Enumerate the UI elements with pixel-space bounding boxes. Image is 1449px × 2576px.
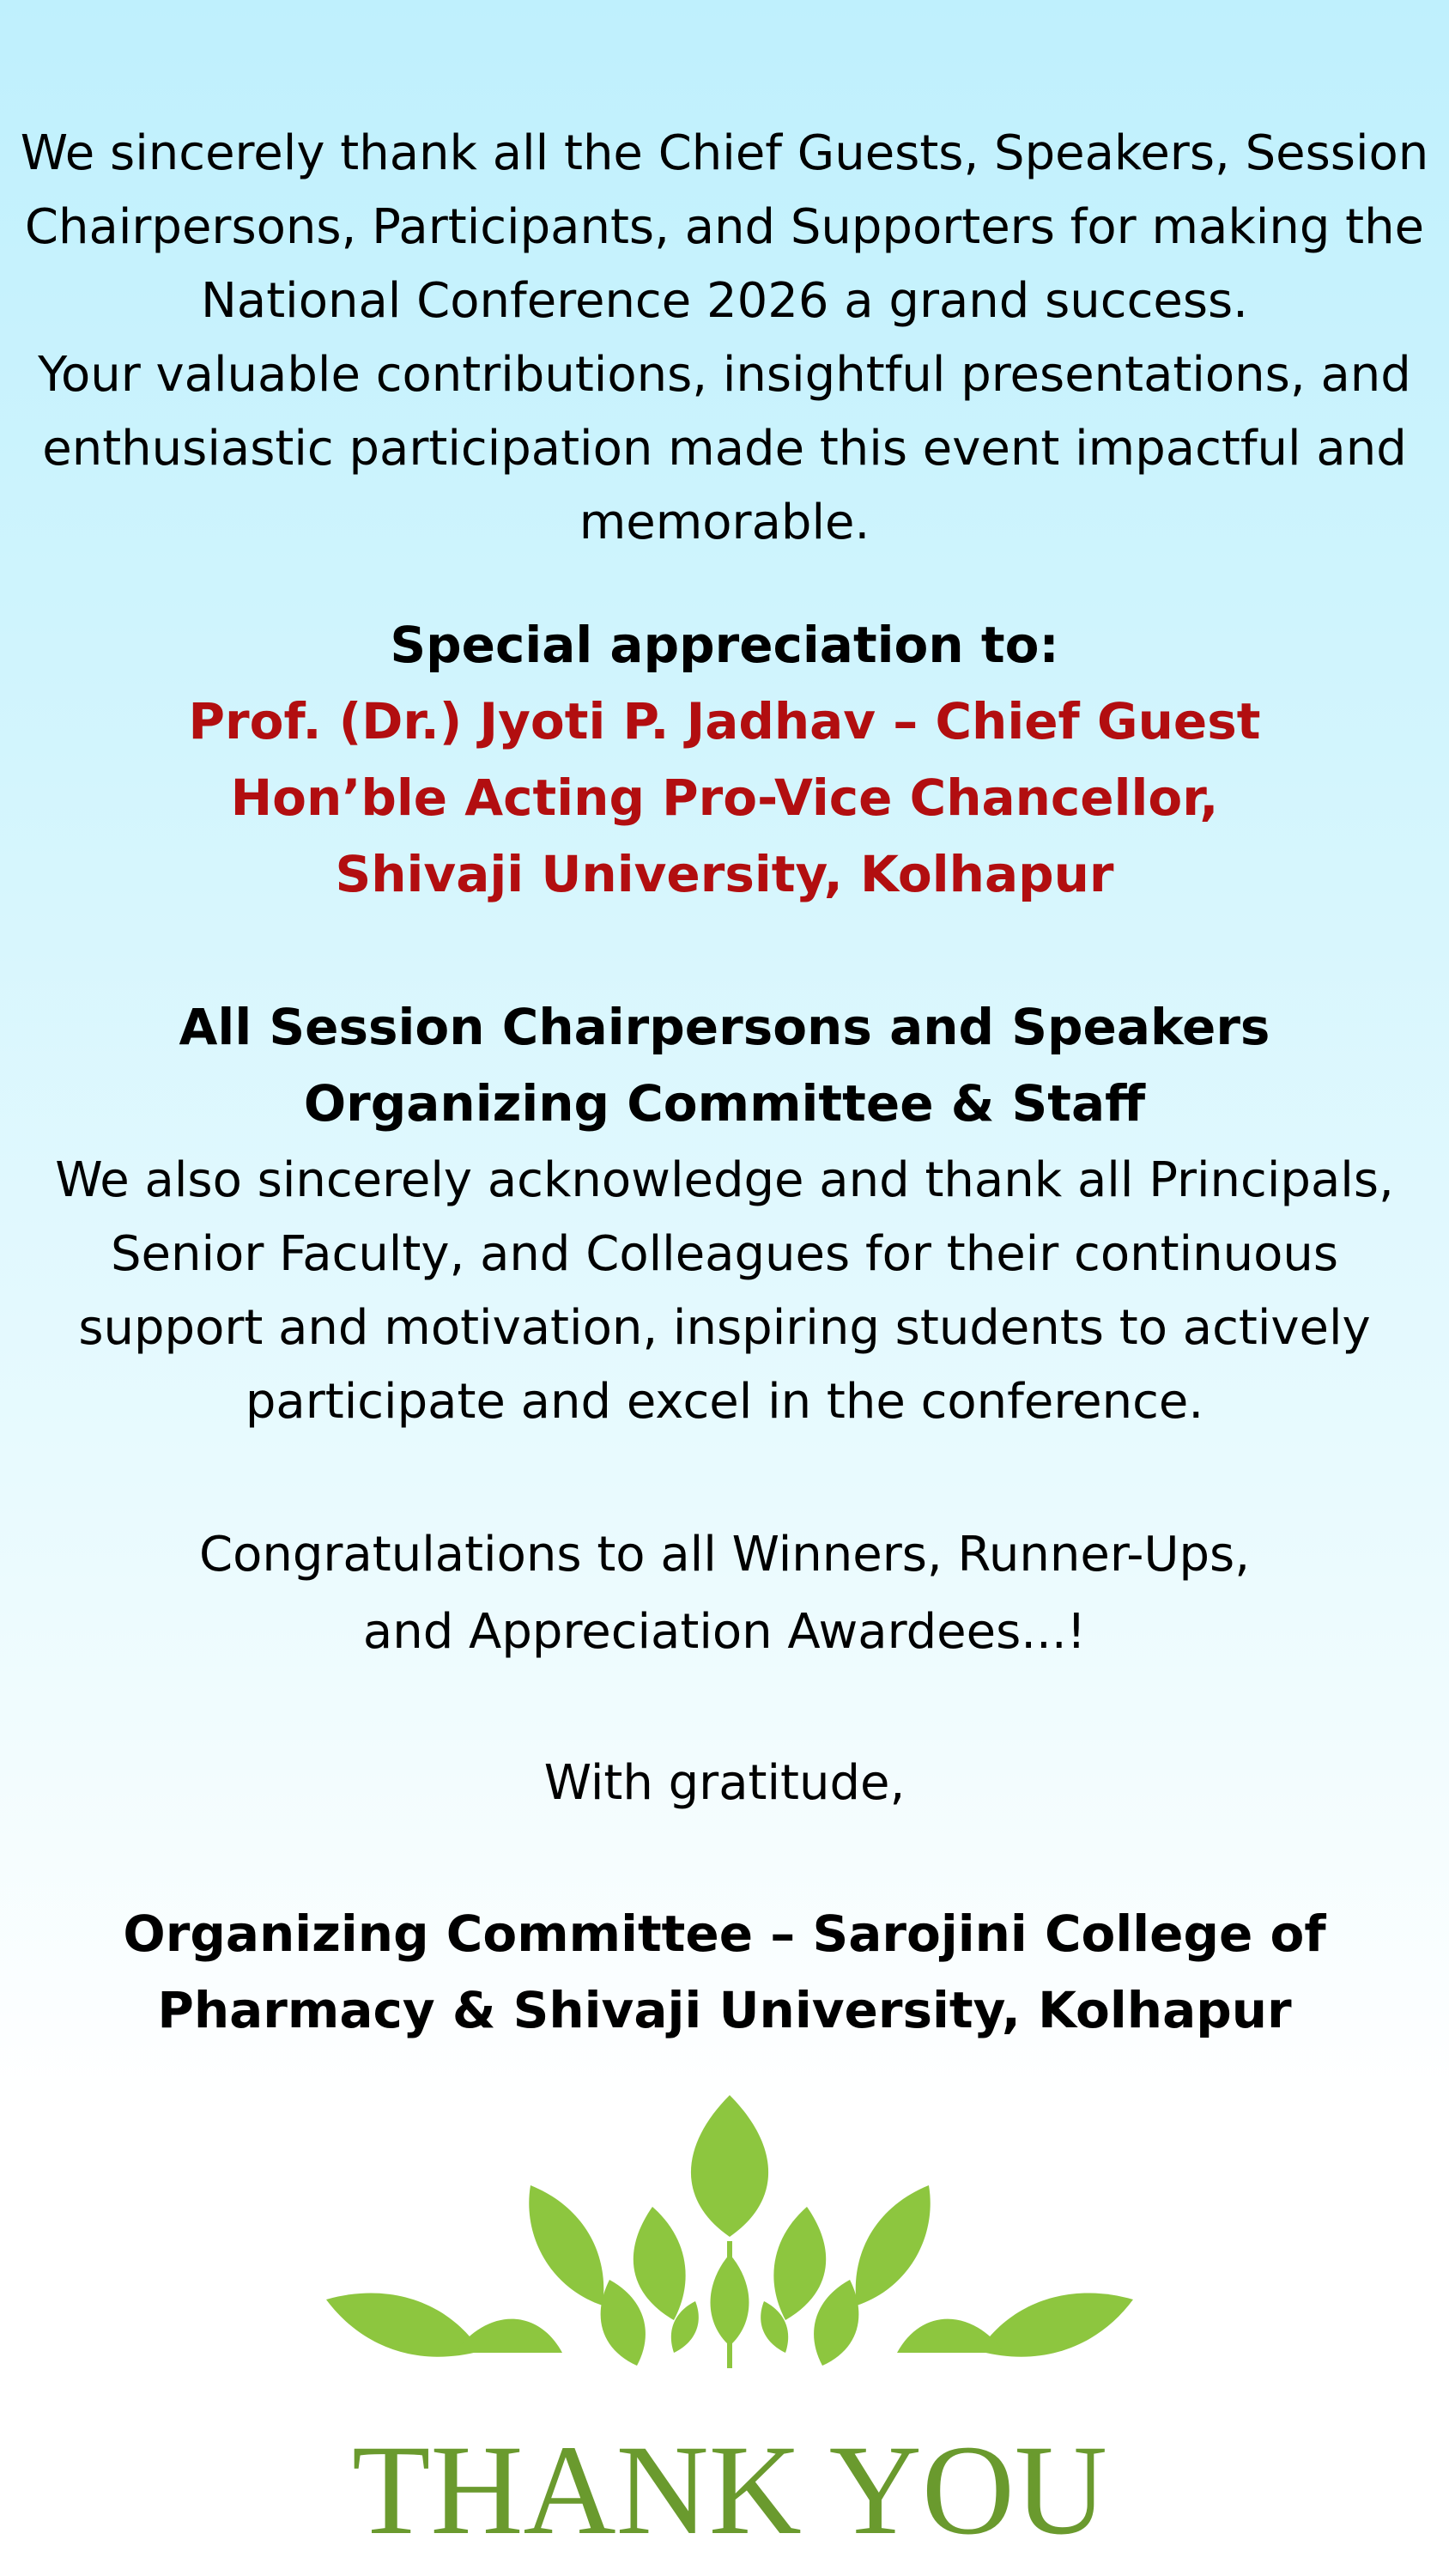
thanks-line: enthusiastic participation made this event impactful and	[42, 421, 1407, 477]
thanks-line: National Conference 2026 a grand success.	[201, 273, 1248, 329]
closing-text: With gratitude,	[543, 1755, 906, 1811]
thanks-line: Chairpersons, Participants, and Supporters for making the	[24, 199, 1425, 255]
acknowledge-line: support and motivation, inspiring students to actively	[78, 1300, 1371, 1356]
thanks-line: memorable.	[579, 495, 870, 550]
acknowledge-line: participate and excel in the conference.	[245, 1374, 1204, 1430]
congrats-line: and Appreciation Awardees...!	[362, 1604, 1087, 1660]
appreciation-line: Organizing Committee & Staff	[303, 1074, 1146, 1133]
thank-you-logo	[326, 2095, 1133, 2542]
signature-block	[0, 1896, 1449, 2049]
other-appreciation-block	[0, 989, 1449, 1142]
thanks-line: We sincerely thank all the Chief Guests, Speakers, Session	[20, 125, 1429, 181]
thanks-line: Your valuable contributions, insightful presentations, and	[38, 347, 1411, 403]
thank-you-logo-text: THANK YOU	[352, 2419, 1107, 2542]
chief-guest-block	[0, 683, 1449, 913]
congrats-line: Congratulations to all Winners, Runner-Ups,	[199, 1527, 1250, 1583]
chief-guest-line: Hon’ble Acting Pro-Vice Chancellor,	[230, 769, 1219, 827]
acknowledge-line: Senior Faculty, and Colleagues for their continuous	[111, 1226, 1338, 1282]
thanks-paragraph	[0, 117, 1449, 560]
acknowledge-line: We also sincerely acknowledge and thank all Principals,	[55, 1152, 1394, 1208]
chief-guest-line: Shivaji University, Kolhapur	[335, 845, 1114, 903]
acknowledge-paragraph	[0, 1144, 1449, 1439]
signature-line: Organizing Committee – Sarojini College of	[123, 1905, 1326, 1963]
special-appreciation-heading: Special appreciation to:	[390, 616, 1059, 674]
signature-line: Pharmacy & Shivaji University, Kolhapur	[157, 1981, 1292, 2039]
appreciation-line: All Session Chairpersons and Speakers	[179, 998, 1270, 1056]
leaves-icon	[326, 2095, 1133, 2368]
chief-guest-line: Prof. (Dr.) Jyoti P. Jadhav – Chief Guest	[188, 692, 1261, 750]
congratulations-text	[0, 1516, 1449, 1671]
